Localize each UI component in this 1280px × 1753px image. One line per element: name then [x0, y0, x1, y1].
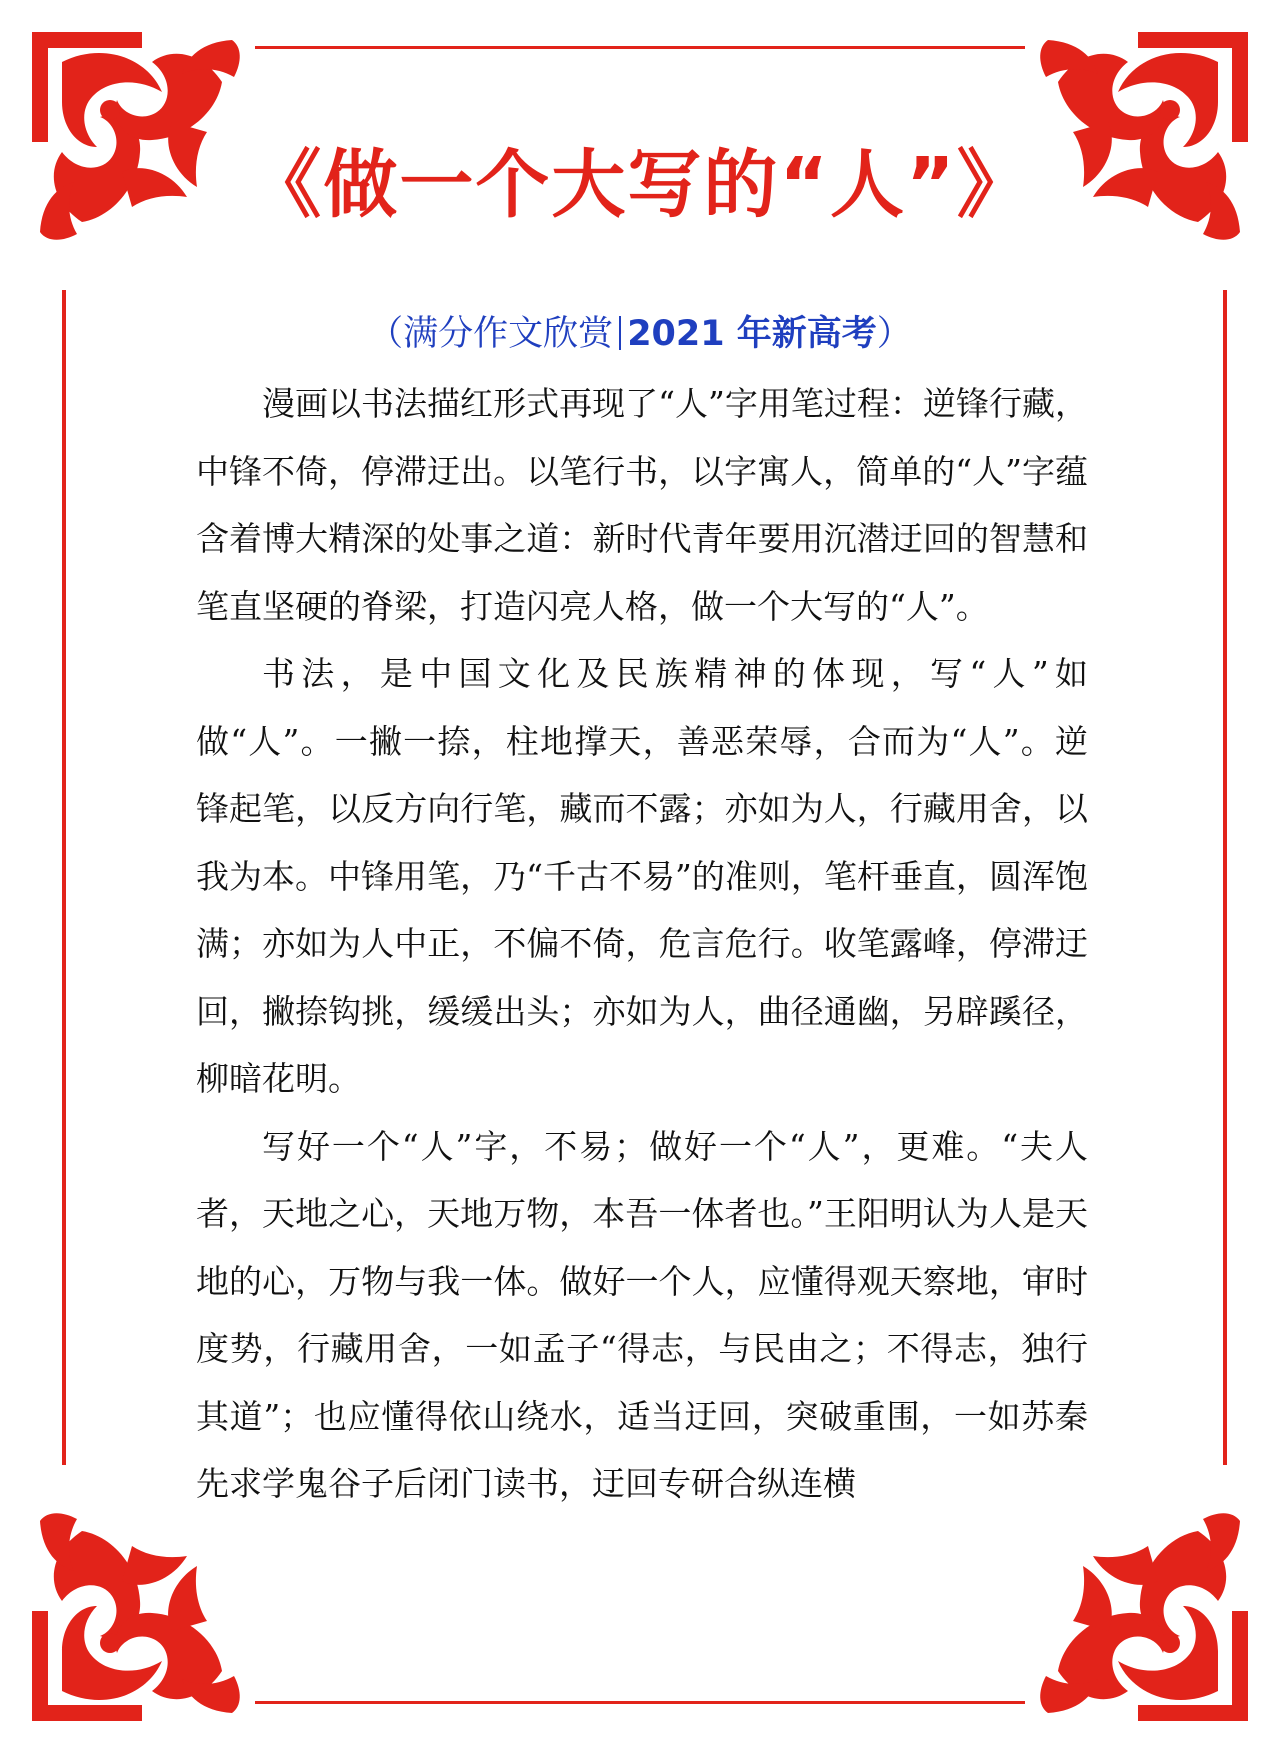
frame-right-line — [1223, 290, 1227, 1465]
essay-paragraph-1: 漫画以书法描红形式再现了“人”字用笔过程：逆锋行藏，中锋不倚，停滞迂出。以笔行书，以字寓人，简单的“人”字蕴含着博大精深的处事之道：新时代青年要用沉潜迂回的智慧和笔直坚硬的脊梁，打造闪亮人格，做一个大写的“人”。 — [196, 384, 1088, 626]
subtitle-suffix: ） — [876, 314, 912, 354]
essay-paragraph-3: 写好一个“人”字，不易；做好一个“人”，更难。“夫人者，天地之心，天地万物，本吾一体者也。”王阳明认为人是天地的心，万物与我一体。做好一个人，应懂得观天察地，审时度势，行藏用舍，一如孟子“得志，与民由之；不得志，独行其道”；也应懂得依山绕水，适当迂回，突破重围，一如苏秦先求学鬼谷子后闭门读书，迂回专研合纵连横 — [196, 1126, 1088, 1503]
essay-body — [196, 370, 1088, 1518]
frame-bottom-line — [255, 1701, 1025, 1704]
subtitle — [0, 308, 1280, 360]
frame-top-line — [255, 46, 1025, 49]
subtitle-year-label: 2021 年新高考 — [627, 314, 877, 354]
corner-ornament-bottom-right — [1028, 1501, 1258, 1731]
corner-ornament-bottom-left — [22, 1501, 252, 1731]
subtitle-separator — [619, 316, 621, 350]
subtitle-prefix: （满分作文欣赏 — [368, 314, 614, 354]
essay-paragraph-2: 书法，是中国文化及民族精神的体现，写“人”如做“人”。一撇一捺，柱地撑天，善恶荣辱，合而为“人”。逆锋起笔，以反方向行笔，藏而不露；亦如为人，行藏用舍，以我为本。中锋用笔，乃“千古不易”的准则，笔杆垂直，圆浑饱满；亦如为人中正，不偏不倚，危言危行。收笔露峰，停滞迂回，撇捺钩挑，缓缓出头；亦如为人，曲径通幽，另辟蹊径，柳暗花明。 — [196, 654, 1088, 1098]
page-title: 《做一个大写的“人”》 — [247, 142, 1033, 228]
frame-left-line — [62, 290, 66, 1465]
